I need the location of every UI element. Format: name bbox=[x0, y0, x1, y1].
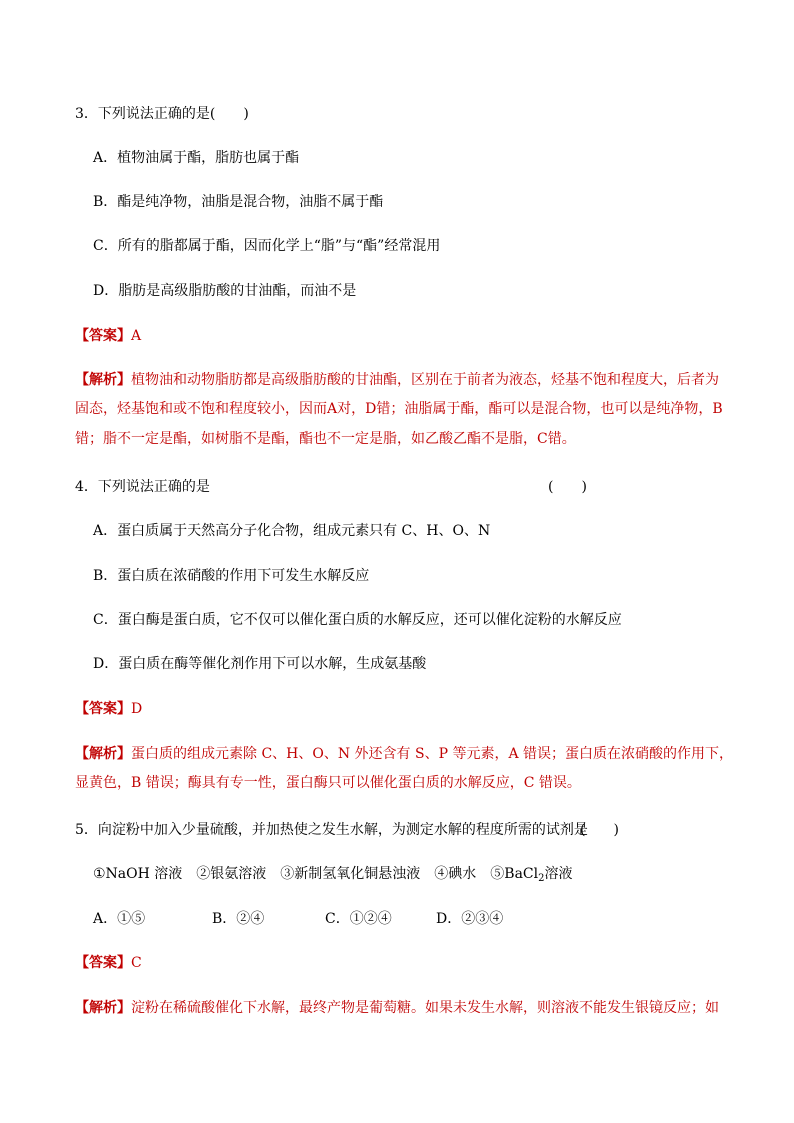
question-5-answer-blank: ( ) bbox=[580, 822, 619, 838]
answer-label: 【答案】 bbox=[75, 701, 131, 717]
question-4-option-c: C．蛋白酶是蛋白质，它不仅可以催化蛋白质的水解反应，还可以催化淀粉的水解反应 bbox=[93, 612, 622, 628]
question-4-answer-blank: ( ) bbox=[548, 479, 587, 495]
question-4-stem: 4．下列说法正确的是 bbox=[75, 479, 210, 495]
subscript: 2 bbox=[538, 873, 545, 884]
question-3-analysis-line-1 bbox=[75, 370, 719, 390]
question-5-reagents bbox=[93, 864, 572, 884]
question-3-option-c: C．所有的脂都属于酯，因而化学上“脂”与“酯”经常混用 bbox=[93, 238, 441, 254]
analysis-text: 蛋白质的组成元素除 C、H、O、N 外还含有 S、P 等元素，A 错误；蛋白质在浓硝酸的作用下， bbox=[131, 746, 734, 762]
question-5-choice-b: B．②④ bbox=[212, 911, 265, 927]
reagents-text: ①NaOH 溶液 ②银氨溶液 ③新制氢氧化铜悬浊液 ④碘水 ⑤BaCl bbox=[93, 866, 539, 882]
question-4-analysis-line-2: 显黄色，B 错误；酶具有专一性，蛋白酶只可以催化蛋白质的水解反应，C 错误。 bbox=[75, 775, 581, 791]
question-4-option-d: D．蛋白质在酶等催化剂作用下可以水解，生成氨基酸 bbox=[93, 656, 427, 672]
question-3-option-d: D．脂肪是高级脂肪酸的甘油酯，而油不是 bbox=[93, 283, 357, 299]
question-5-choice-c: C．①②④ bbox=[325, 911, 392, 927]
reagents-tail: 溶液 bbox=[544, 866, 573, 882]
question-5-analysis-line-1 bbox=[75, 998, 719, 1018]
question-4-option-a: A．蛋白质属于天然高分子化合物，组成元素只有 C、H、O、N bbox=[93, 523, 491, 539]
answer-label: 【答案】 bbox=[75, 955, 131, 971]
question-3-answer bbox=[75, 326, 141, 346]
analysis-label: 【解析】 bbox=[75, 372, 131, 388]
question-5-stem: 5．向淀粉中加入少量硫酸，并加热使之发生水解，为测定水解的程度所需的试剂是 bbox=[75, 822, 588, 838]
question-3-analysis-line-3: 错；脂不一定是酯，如树脂不是酯，酯也不一定是脂，如乙酸乙酯不是脂，C错。 bbox=[75, 431, 576, 447]
question-4-option-b: B．蛋白质在浓硝酸的作用下可发生水解反应 bbox=[93, 568, 370, 584]
question-3-analysis-line-2: 固态，烃基饱和或不饱和程度较小，因而A对，D错；油脂属于酯，酯可以是混合物，也可以是纯净物，B bbox=[75, 401, 723, 417]
answer-value: A bbox=[131, 328, 142, 344]
question-4-answer bbox=[75, 699, 142, 719]
question-5-answer bbox=[75, 953, 142, 973]
question-4-analysis-line-1 bbox=[75, 744, 733, 764]
question-5-choice-d: D．②③④ bbox=[436, 911, 504, 927]
analysis-label: 【解析】 bbox=[75, 746, 131, 762]
analysis-text: 淀粉在稀硫酸催化下水解，最终产物是葡萄糖。如果未发生水解，则溶液不能发生银镜反应；如 bbox=[131, 1000, 719, 1016]
answer-label: 【答案】 bbox=[75, 328, 131, 344]
question-5-choice-a: A．①⑤ bbox=[93, 911, 146, 927]
analysis-text: 植物油和动物脂肪都是高级脂肪酸的甘油酯，区别在于前者为液态，烃基不饱和程度大，后者为 bbox=[131, 372, 719, 388]
analysis-label: 【解析】 bbox=[75, 1000, 131, 1016]
question-3-option-a: A．植物油属于酯，脂肪也属于酯 bbox=[93, 150, 300, 166]
answer-value: C bbox=[131, 955, 142, 971]
answer-value: D bbox=[131, 701, 143, 717]
question-3-option-b: B．酯是纯净物，油脂是混合物，油脂不属于酯 bbox=[93, 194, 384, 210]
question-3-stem: 3．下列说法正确的是( ) bbox=[75, 106, 249, 122]
